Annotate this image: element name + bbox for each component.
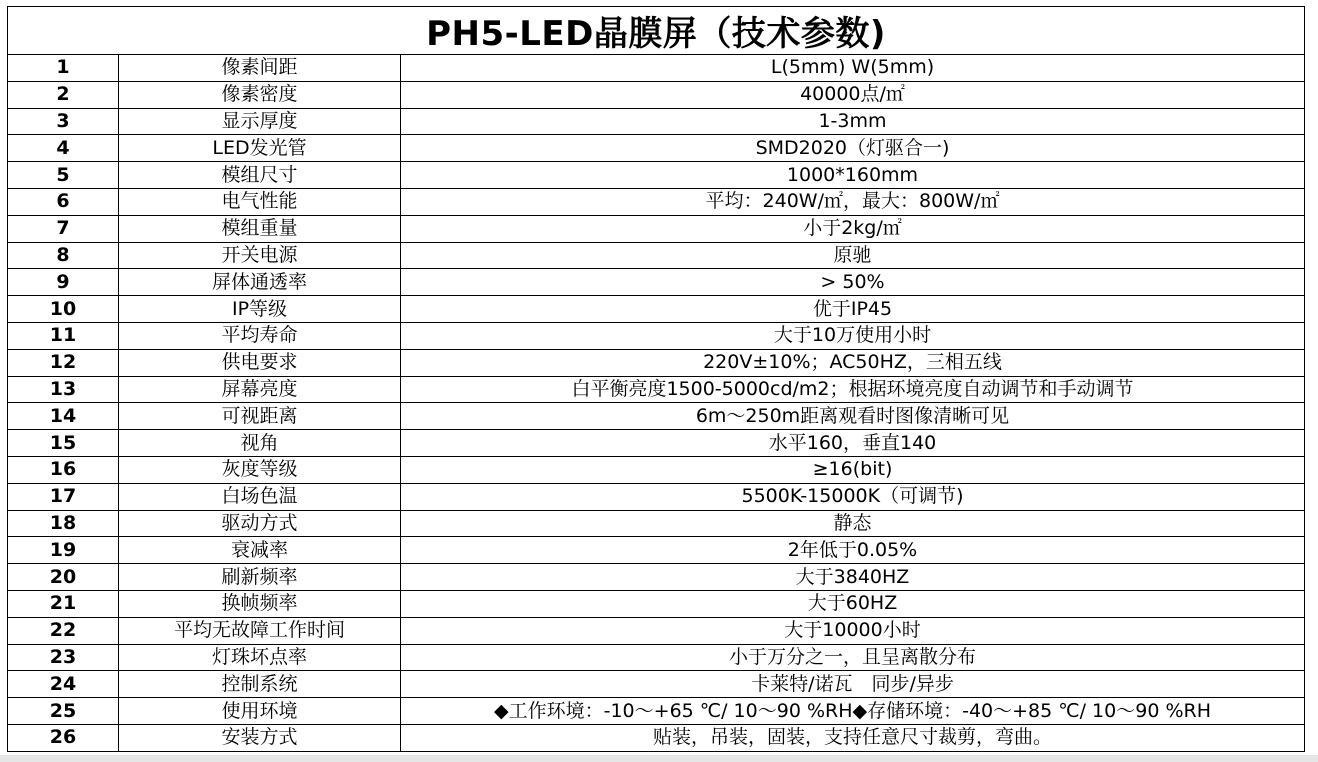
parameter-name: 驱动方式 bbox=[119, 510, 401, 537]
row-number: 2 bbox=[8, 81, 119, 108]
parameter-value: 5500K-15000K（可调节) bbox=[401, 483, 1305, 510]
table-row bbox=[8, 617, 1304, 644]
parameter-value: ◆工作环境：-10～+65 ℃/ 10～90 %RH◆存储环境：-40～+85 ℃/ 10～90 %RH bbox=[401, 698, 1305, 725]
row-number: 5 bbox=[8, 162, 119, 189]
parameter-name: 换帧频率 bbox=[119, 590, 401, 617]
row-number: 23 bbox=[8, 644, 119, 671]
parameter-value: 静态 bbox=[401, 510, 1305, 537]
parameter-name: LED发光管 bbox=[119, 135, 401, 162]
row-number: 16 bbox=[8, 456, 119, 483]
row-number: 21 bbox=[8, 590, 119, 617]
row-number: 22 bbox=[8, 617, 119, 644]
parameter-value: 1-3mm bbox=[401, 108, 1305, 135]
parameter-value: 原驰 bbox=[401, 242, 1305, 269]
parameter-value: 卡莱特/诺瓦 同步/异步 bbox=[401, 671, 1305, 698]
parameter-name: 使用环境 bbox=[119, 698, 401, 725]
table-row bbox=[8, 483, 1304, 510]
parameter-value: 6m～250m距离观看时图像清晰可见 bbox=[401, 403, 1305, 430]
table-row bbox=[8, 322, 1304, 349]
parameter-name: 平均寿命 bbox=[119, 322, 401, 349]
table-row bbox=[8, 108, 1304, 135]
table-row bbox=[8, 456, 1304, 483]
parameter-name: 控制系统 bbox=[119, 671, 401, 698]
table-row bbox=[8, 644, 1304, 671]
parameter-name: 白场色温 bbox=[119, 483, 401, 510]
parameter-value: ≥16(bit) bbox=[401, 456, 1305, 483]
row-number: 11 bbox=[8, 322, 119, 349]
row-number: 20 bbox=[8, 564, 119, 591]
parameter-value: 平均：240W/㎡，最大：800W/㎡ bbox=[401, 188, 1305, 215]
row-number: 14 bbox=[8, 403, 119, 430]
parameter-value: 大于10万使用小时 bbox=[401, 322, 1305, 349]
bottom-scroll-area bbox=[0, 755, 1318, 762]
parameter-value: 40000点/㎡ bbox=[401, 81, 1305, 108]
row-number: 9 bbox=[8, 269, 119, 296]
table-row bbox=[8, 537, 1304, 564]
table-row bbox=[8, 135, 1304, 162]
parameter-name: 灰度等级 bbox=[119, 456, 401, 483]
parameter-value: L(5mm) W(5mm) bbox=[401, 55, 1305, 81]
page-title: PH5-LED晶膜屏（技术参数) bbox=[426, 14, 886, 54]
parameter-value: 白平衡亮度1500-5000cd/m2；根据环境亮度自动调节和手动调节 bbox=[401, 376, 1305, 403]
parameter-value: 水平160，垂直140 bbox=[401, 430, 1305, 457]
parameter-value: > 50% bbox=[401, 269, 1305, 296]
table-row bbox=[8, 81, 1304, 108]
row-number: 18 bbox=[8, 510, 119, 537]
parameter-name: 安装方式 bbox=[119, 724, 401, 750]
parameter-name: 平均无故障工作时间 bbox=[119, 617, 401, 644]
row-number: 4 bbox=[8, 135, 119, 162]
table-row bbox=[8, 403, 1304, 430]
parameter-name: 衰减率 bbox=[119, 537, 401, 564]
table-row bbox=[8, 430, 1304, 457]
parameter-value: 1000*160mm bbox=[401, 162, 1305, 189]
parameter-name: 开关电源 bbox=[119, 242, 401, 269]
parameter-value: 大于3840HZ bbox=[401, 564, 1305, 591]
table-row bbox=[8, 724, 1304, 750]
table-row bbox=[8, 698, 1304, 725]
row-number: 1 bbox=[8, 55, 119, 81]
table-row bbox=[8, 162, 1304, 189]
parameter-name: 模组重量 bbox=[119, 215, 401, 242]
parameter-name: 像素间距 bbox=[119, 55, 401, 81]
row-number: 15 bbox=[8, 430, 119, 457]
parameter-name: 屏幕亮度 bbox=[119, 376, 401, 403]
row-number: 7 bbox=[8, 215, 119, 242]
row-number: 6 bbox=[8, 188, 119, 215]
parameter-value: 小于万分之一，且呈离散分布 bbox=[401, 644, 1305, 671]
parameter-value: 小于2kg/㎡ bbox=[401, 215, 1305, 242]
table-row bbox=[8, 215, 1304, 242]
row-number: 26 bbox=[8, 724, 119, 750]
parameter-name: 屏体通透率 bbox=[119, 269, 401, 296]
parameter-name: 电气性能 bbox=[119, 188, 401, 215]
table-row bbox=[8, 590, 1304, 617]
table-row bbox=[8, 349, 1304, 376]
row-number: 3 bbox=[8, 108, 119, 135]
row-number: 19 bbox=[8, 537, 119, 564]
title-row bbox=[8, 7, 1304, 55]
table-row bbox=[8, 376, 1304, 403]
row-number: 12 bbox=[8, 349, 119, 376]
table-row bbox=[8, 296, 1304, 323]
table-row bbox=[8, 188, 1304, 215]
table-row bbox=[8, 510, 1304, 537]
parameter-name: IP等级 bbox=[119, 296, 401, 323]
parameter-name: 显示厚度 bbox=[119, 108, 401, 135]
parameter-name: 刷新频率 bbox=[119, 564, 401, 591]
table-row bbox=[8, 242, 1304, 269]
parameter-name: 模组尺寸 bbox=[119, 162, 401, 189]
parameter-name: 像素密度 bbox=[119, 81, 401, 108]
row-number: 25 bbox=[8, 698, 119, 725]
row-number: 13 bbox=[8, 376, 119, 403]
row-number: 8 bbox=[8, 242, 119, 269]
parameter-name: 可视距离 bbox=[119, 403, 401, 430]
table-row bbox=[8, 564, 1304, 591]
parameter-value: 优于IP45 bbox=[401, 296, 1305, 323]
table-row bbox=[8, 269, 1304, 296]
parameter-value: 220V±10%；AC50HZ，三相五线 bbox=[401, 349, 1305, 376]
table-row bbox=[8, 55, 1304, 81]
parameter-value: 2年低于0.05% bbox=[401, 537, 1305, 564]
parameter-value: 贴装，吊装，固装，支持任意尺寸裁剪，弯曲。 bbox=[401, 724, 1305, 750]
table-row bbox=[8, 671, 1304, 698]
spec-sheet bbox=[7, 6, 1305, 752]
row-number: 17 bbox=[8, 483, 119, 510]
parameter-name: 灯珠坏点率 bbox=[119, 644, 401, 671]
parameter-name: 视角 bbox=[119, 430, 401, 457]
row-number: 24 bbox=[8, 671, 119, 698]
row-number: 10 bbox=[8, 296, 119, 323]
parameter-value: 大于10000小时 bbox=[401, 617, 1305, 644]
parameter-value: 大于60HZ bbox=[401, 590, 1305, 617]
parameter-name: 供电要求 bbox=[119, 349, 401, 376]
spec-table-body bbox=[8, 55, 1304, 751]
parameter-value: SMD2020（灯驱合一) bbox=[401, 135, 1305, 162]
spec-table bbox=[8, 55, 1304, 751]
